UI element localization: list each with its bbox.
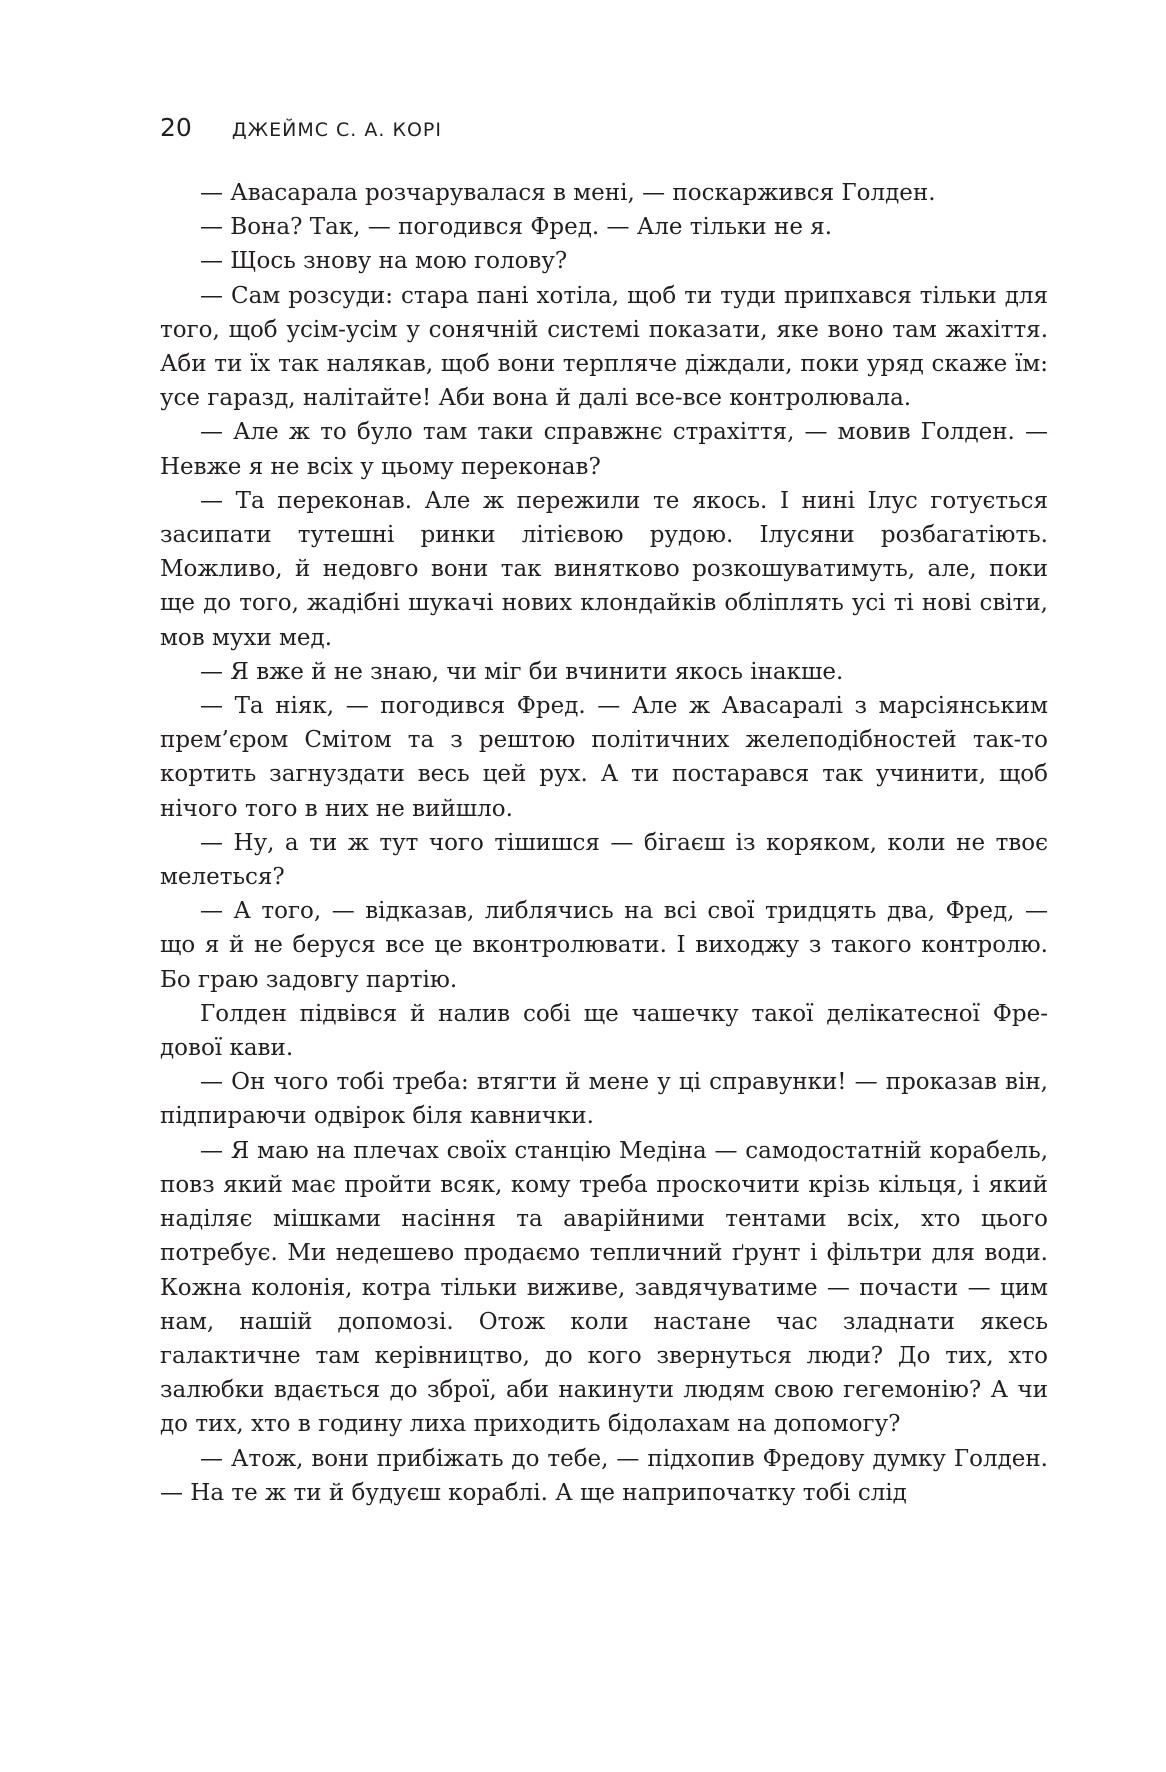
paragraph: — Але ж то було там таки справжнє страхіття, — мовив Голден. — Невже я не всіх у цьому переконав? (160, 419, 1048, 480)
paragraph: — Щось знову на мою голову? (200, 248, 568, 275)
paragraph: — А того, — відказав, либлячись на всі свої тридцять два, Фред, — що я й не беруся все це вконтролювати. І виходжу з такого контролю. Бо граю задовгу партію. (160, 898, 1048, 993)
page-number: 20 (160, 113, 192, 142)
paragraph: — Та ніяк, — погодився Фред. — Але ж Авасаралі з марсіянським прем’єром Смітом та з рештою політичних желеподібностей так-то кортить загнуздати весь цей рух. А ти постарався так учинити, щоб нічого того в них не вийшло. (160, 693, 1048, 822)
paragraph: — Сам розсуди: стара пані хотіла, щоб ти туди припхався тільки для того, щоб усім-усім у сонячній системі показати, яке воно там жахіття. Аби ти їх так налякав, щоб вони терпляче діждали, поки уряд скаже їм: усе гаразд, налітайте! Аби вона й далі все-все контролювала. (160, 282, 1048, 412)
paragraph: — Вона? Так, — погодився Фред. — Але тільки не я. (200, 214, 833, 241)
running-head (160, 113, 442, 143)
book-author: ДЖЕЙМС С. А. КОРІ (231, 119, 442, 141)
paragraph: — Я вже й не знаю, чи міг би вчинити якось інакше. (200, 658, 844, 685)
paragraph: — Я маю на плечах своїх станцію Медіна — самодостатній корабель, повз який має пройти всяк, кому треба проскочити крізь кільця, і який наділяє мішками насіння та аварійними тентами всіх, хто цього потребує. Ми недешево продаємо тепличний ґрунт і фільтри для води. Кожна колонія, котра тільки виживе, завдячуватиме — почасти — цим нам, нашій допомозі. Отож коли настане час зладнати якесь галактичне там керівництво, до кого звернуться люди? До тих, хто залюбки вдається до зброї, аби накинути людям свою гегемонію? А чи до тих, хто в годину лиха приходить бідолахам на допомогу? (160, 1137, 1048, 1438)
paragraph: — Атож, вони прибіжать до тебе, — підхопив Фредову думку Голден. — На те ж ти й будуєш кораблі. А ще наприпочатку тобі слід (160, 1445, 1048, 1506)
paragraph: — Авасарала розчарувалася в мені, — поскаржився Голден. (200, 180, 936, 206)
paragraph: — Он чого тобі треба: втягти й мене у ці справунки! — проказав він, підпираючи одвірок біля кавнички. (160, 1069, 1048, 1130)
body-text (160, 176, 1048, 1510)
paragraph: — Ну, а ти ж тут чого тішишся — бігаєш із коряком, коли не твоє мелеться? (160, 829, 1048, 891)
paragraph: Голден підвівся й налив собі ще чашечку такої делікатесної Фредової кави. (160, 1000, 1048, 1062)
paragraph: — Та переконав. Але ж пережили те якось. І нині Ілус готується засипати тутешні ринки літієвою рудою. Ілусяни розбагатіють. Можливо, й недовго вони так винятково розкошуватимуть, але, поки ще до того, жадібні шукачі нових клондайків обліплять усі ті нові світи, мов мухи мед. (160, 487, 1048, 651)
